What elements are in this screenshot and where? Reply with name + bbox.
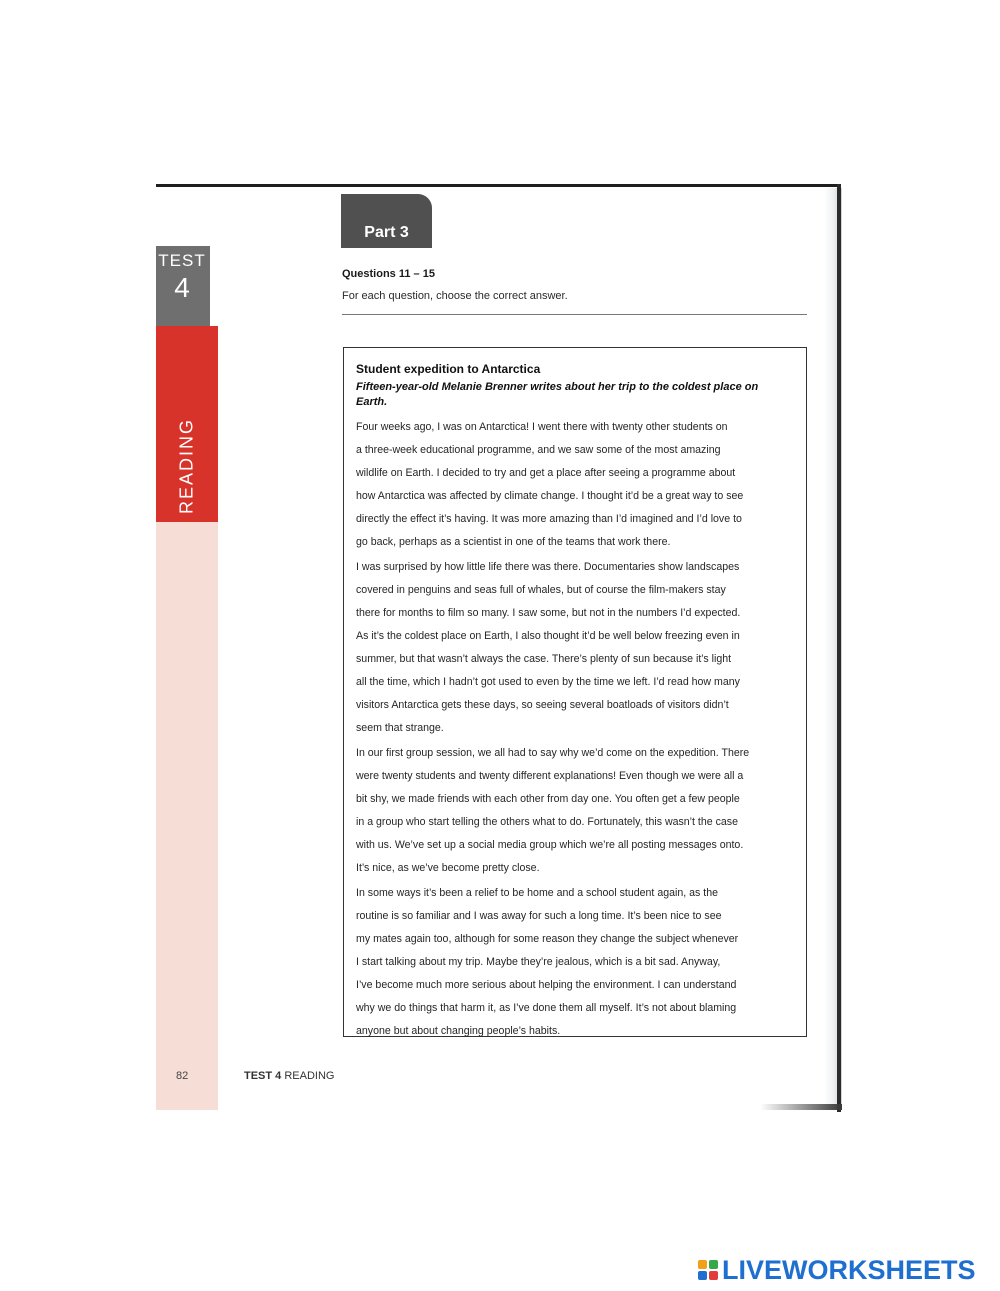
text-line: As it’s the coldest place on Earth, I also thought it’d be well below freezing even in <box>356 630 740 642</box>
text-line: In some ways it’s been a relief to be home and a school student again, as the <box>356 887 718 899</box>
text-line: in a group who start telling the others what to do. Fortunately, this wasn’t the case <box>356 816 738 828</box>
test-label: TEST <box>158 251 206 270</box>
text-line: anyone but about changing people’s habits. <box>356 1025 561 1037</box>
brand-name: LIVEWORKSHEETS <box>722 1254 976 1285</box>
divider <box>342 314 807 315</box>
text-line: visitors Antarctica gets these days, so seeing several boatloads of visitors didn’t <box>356 699 729 711</box>
paragraph <box>356 416 794 554</box>
logo-square-red <box>709 1271 718 1280</box>
logo-square-green <box>709 1260 718 1269</box>
text-line: I start talking about my trip. Maybe they’re jealous, which is a bit sad. Anyway, <box>356 956 721 968</box>
paragraph <box>356 742 794 880</box>
text-line: routine is so familiar and I was away for such a long time. It’s been nice to see <box>356 910 722 922</box>
page-bottom-edge <box>760 1104 842 1110</box>
paragraph <box>356 882 794 1043</box>
article-subtitle: Fifteen-year-old Melanie Brenner writes about her trip to the coldest place on Earth. <box>356 381 759 408</box>
text-line: were twenty students and twenty different explanations! Even though we were all a <box>356 770 744 782</box>
liveworksheets-brand[interactable] <box>698 1256 976 1284</box>
page-top-edge <box>156 184 840 187</box>
text-line: It’s nice, as we’ve become pretty close. <box>356 862 540 874</box>
text-line: I’ve become much more serious about helping the environment. I can understand <box>356 979 737 991</box>
text-line: summer, but that wasn’t always the case. There’s plenty of sun because it’s light <box>356 653 732 665</box>
page-number: 82 <box>176 1070 189 1082</box>
article-title: Student expedition to Antarctica <box>356 362 541 376</box>
text-line: my mates again too, although for some reason they change the subject whenever <box>356 933 739 945</box>
article-body <box>356 416 794 1043</box>
text-line: why we do things that harm it, as I’ve done them all myself. It’s not about blaming <box>356 1002 737 1014</box>
part-title: Part 3 <box>364 224 409 241</box>
logo-square-blue <box>698 1271 707 1280</box>
text-line: a three-week educational programme, and we saw some of the most amazing <box>356 444 721 456</box>
text-line: how Antarctica was affected by climate change. I thought it’d be a great way to see <box>356 490 744 502</box>
text-line: seem that strange. <box>356 722 444 734</box>
text-line: bit shy, we made friends with each other from day one. You often get a few people <box>356 793 740 805</box>
text-line: directly the effect it’s having. It was more amazing than I’d imagined and I’d love to <box>356 513 742 525</box>
sidebar-pink-strip <box>156 520 218 1110</box>
page-right-edge <box>837 184 841 1112</box>
section-label: READING <box>176 417 197 515</box>
text-line: there for months to film so many. I saw some, but not in the numbers I’d expected. <box>356 607 741 619</box>
text-line: go back, perhaps as a scientist in one of the teams that work there. <box>356 536 671 548</box>
part-tab <box>341 194 432 248</box>
text-line: wildlife on Earth. I decided to try and get a place after seeing a programme about <box>356 467 736 479</box>
liveworksheets-logo-icon <box>698 1260 718 1280</box>
article-box <box>343 347 807 1037</box>
text-line: I was surprised by how little life there was there. Documentaries show landscapes <box>356 561 740 573</box>
logo-square-orange <box>698 1260 707 1269</box>
test-number: 4 <box>174 272 190 303</box>
text-line: Four weeks ago, I was on Antarctica! I went there with twenty other students on <box>356 421 728 433</box>
text-line: with us. We’ve set up a social media group which we’re all posting messages onto. <box>356 839 744 851</box>
footer-section: READING <box>281 1070 335 1082</box>
text-line: all the time, which I hadn’t got used to even by the time we left. I’d read how many <box>356 676 740 688</box>
text-line: In our first group session, we all had to say why we’d come on the expedition. There <box>356 747 750 759</box>
paragraph <box>356 556 794 740</box>
text-line: covered in penguins and seas full of whales, but of course the film-makers stay <box>356 584 726 596</box>
footer-label <box>244 1070 334 1082</box>
questions-range: Questions 11 – 15 <box>342 268 435 280</box>
footer-test: TEST 4 <box>244 1070 282 1082</box>
instructions: For each question, choose the correct answer. <box>342 290 568 302</box>
